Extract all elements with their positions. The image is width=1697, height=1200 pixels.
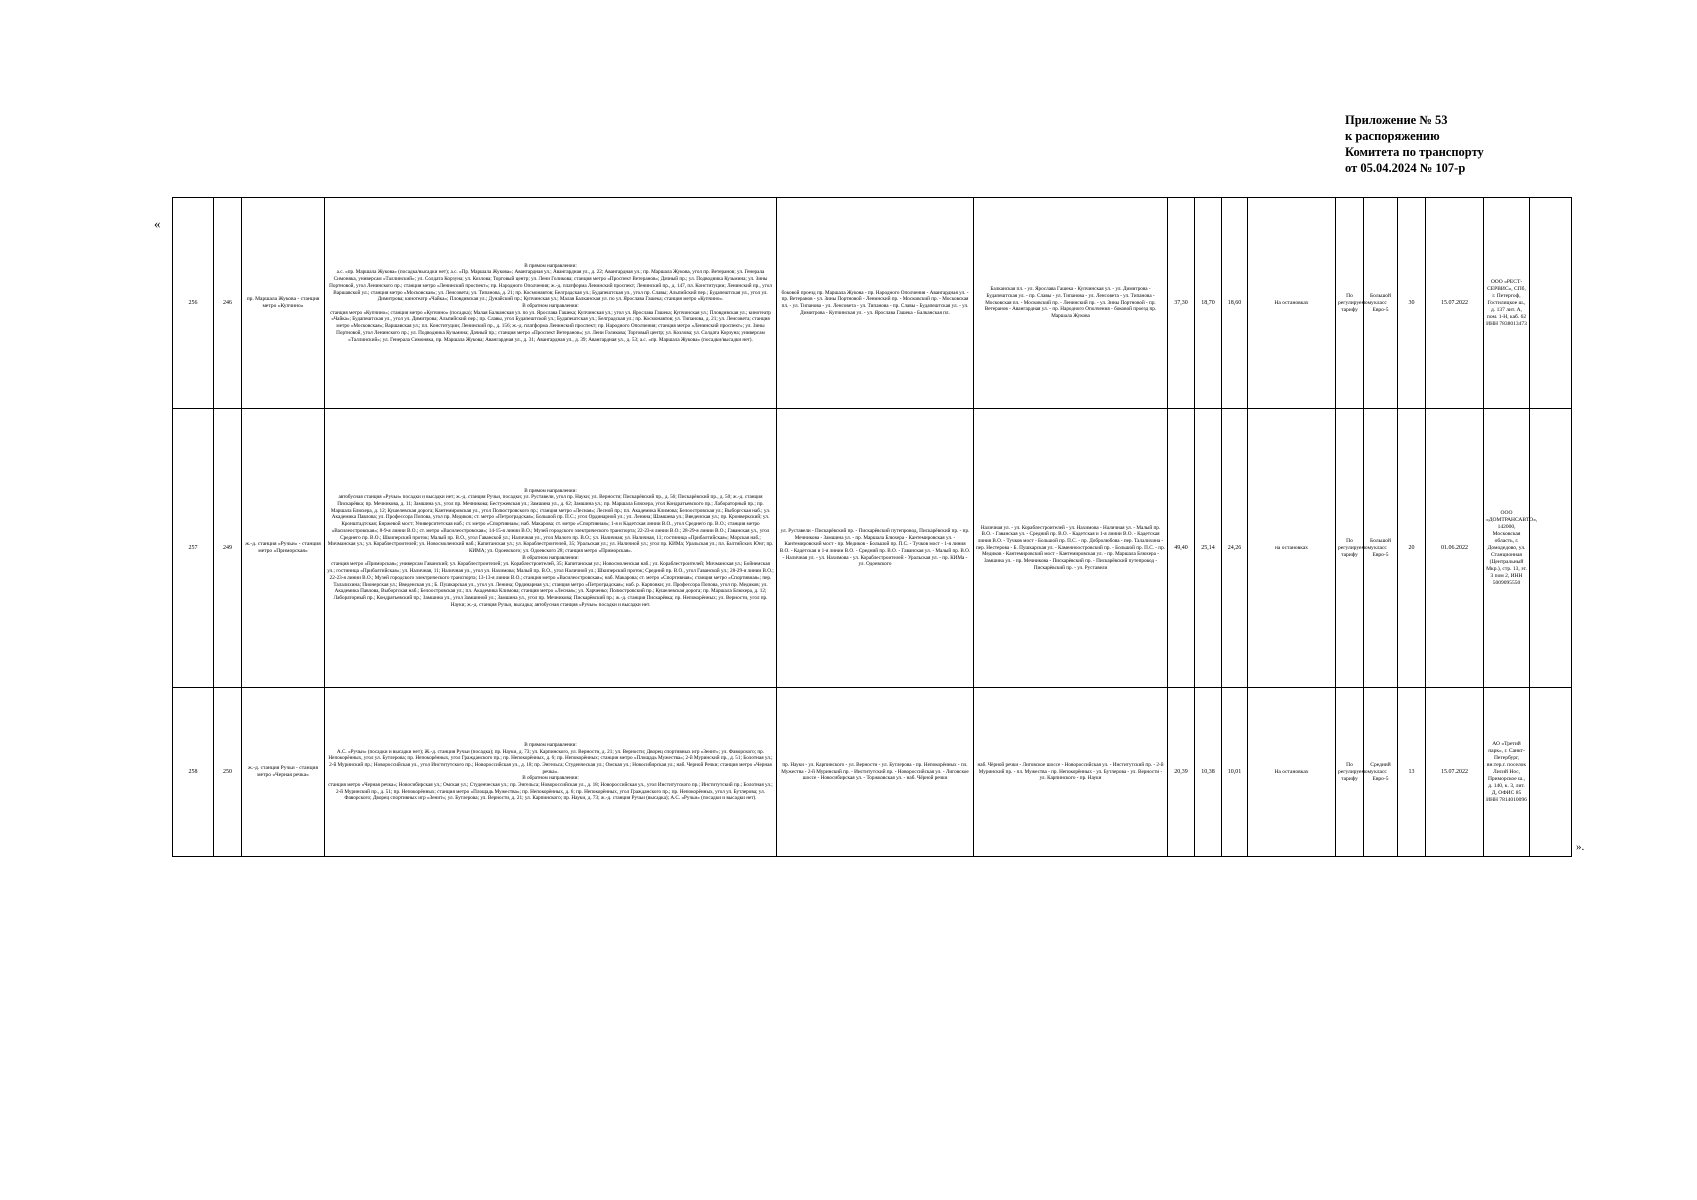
reg-number-cell: 258 (173, 688, 214, 857)
stops-order-cell: на остановках (1248, 409, 1336, 688)
length-backward-cell: 18,60 (1222, 198, 1248, 409)
appendix-header (1345, 112, 1605, 176)
route-name-cell: ж.-д. станция «Ручьи» - станция метро «Приморская» (242, 409, 325, 688)
vehicle-count-cell: 20 (1398, 409, 1426, 688)
route-name-cell: ж.-д. станция Ручьи - станция метро «Черная речка» (242, 688, 325, 857)
forward-stops-text: А.С. «Ручьи» (посадки и высадки нет); Ж.-д. станция Ручьи (посадка); пр. Науки, д. 73; ул. Карпинского, ул. Верности, д. 21; ул. Верности; Дворец спортивных игр «Зенит»; ул. Фаворского; пр. Непокорённых, угол ул. Бутлерова; пр. Непокорённых, угол Гражданского пр.; пр. Непокорённых, д. 6; пр. Непокорённых; станция метро «Площадь Мужества»; 2-й Муринский пр., д. 51; Болотная ул.; 2-й Муринский пр.; Новороссийская ул., угол Институтского пр.; Новороссийская ул., д. 18; пр. Энгельса; Студенческая ул.; Омская ул.; Новосибирская ул.; наб. Черной Речки; станция метро «Черная речка». (328, 748, 773, 775)
vehicle-class-cell: Большой класс Евро-5 (1364, 198, 1398, 409)
table-row (173, 409, 1572, 688)
length-total-cell: 49,40 (1168, 409, 1195, 688)
route-number-cell: 249 (214, 409, 242, 688)
route-name-cell: пр. Маршала Жукова - станция метро «Купчино» (242, 198, 325, 409)
streets-forward-cell: боковой проезд пр. Маршала Жукова - пр. Народного Ополчения - Авангардная ул. - пр. Ветеранов - ул. Зины Портновой - Ленинский пр. - Московский пр. - Московская пл. - ул. Типанова - ул. Ленсовета - ул. Типанова - пр. Славы - Будапештская ул. - ул. Димитрова - Купчинская ул. - ул. Ярослава Гашека - Балканская пл. (777, 198, 974, 409)
carrier-cell: ООО «РЕСТ-СЕРВИС», СПб, г. Петергоф, Гостилицкое ш., д. 137 лит. А, пом. 1-Н, каб. 62 ИНН 7838013473 (1484, 198, 1530, 409)
routes-table (172, 197, 1572, 857)
reg-number-cell: 256 (173, 198, 214, 409)
backward-stops-text: станция метро «Купчино»; станция метро «Купчино» (посадка); Малая Балканская ул. по ул. Ярослава Гашека; Купчинская ул.; угол ул. Ярослава Гашека; Купчинская ул.; Пловдивская ул.; кинотеатр «Чайка»; Будапештская ул., угол ул. Димитрова; Альпийский пер.; пр. Славы, угол Будапештской ул.; Будапештская ул.; Белградская ул.; пр. Космонавтов; ул. Типанова, д. 21; ул. Ленсовета; станция метро «Московская»; Варшавская ул.; пл. Конституции; Ленинский пр., д. 156; ж.-д. платформа Ленинский проспект; пр. Народного Ополчения; станция метро «Ленинский проспект»; ул. Зины Портновой, угол Ленинского пр.; ул. Подводника Кузьмина; Дачный пр.; станция метро «Проспект Ветеранов»; ул. Лени Голикова; Торговый центр; ул. Козлова; ул. Солдата Корзуна; универсам «Таллинский»; ул. Генерала Симоняка, пр. Маршала Жукова; Авангардная ул., д. 31; Авангардная ул., д. 39; Авангардная ул., д. 53; а.с. «пр. Маршала Жукова» (посадки/высадки нет). (330, 309, 771, 343)
backward-stops-text: станция метро «Приморская»; универсам Гаванский; ул. Кораблестроителей; ул. Кораблестроителей, 35; Капитанская ул.; Новосмоленская наб.; ул. Кораблестроителей; Мичманская ул.; Бойнемская ул.; гостиница «Прибалтийская»; ул. Наличная, 11; Наличная ул., угол ул. Нахимова; Малый пр. В.О., угол Наличной ул.; Шкиперский проток; Средний пр. В.О., угол Гаванской ул.; 28-29-я линии В.О.; 22-23-я линии В.О.; Музей городского электрического транспорта; 13-13-я линии В.О.; станция метро «Василеостровская»; наб. Макарова; ст. метро «Спортивная»; станция метро «Спортивная»; пер. Талалихина; Пионерская ул.; Введенская ул.; Б. Пушкарская ул., угол ул. Ленина; Ординарная ул.; станция метро «Петроградская»; наб. р. Карповки; ул. Профессора Попова, угол пр. Медиков; ул. Академика Павлова, Выборгская наб.; Белоостровская ул.; пл. Академика Климова; станция метро «Лесная»; ул. Харченко; Полюстровский пр.; Кушелевская дорога; пр. Маршала Блюхера, д. 12; Лабораторный пр.; Кондратьевский пр.; Замшина ул., угол Замшиной ул.; Замшина ул., угол пр. Мечникова; Пискарёвский пр.; ж.-д. станция Пискарёвка; пр. Непокорённых; ул. Верности, угол пр. Науки; ж.-д. станция Ручьи, высадка; автобусная станция «Ручьи» посадки и высадки нет. (327, 561, 774, 608)
stops-cell (325, 409, 777, 688)
length-backward-cell: 24,26 (1222, 409, 1248, 688)
reg-number-cell: 257 (173, 409, 214, 688)
appendix-title: Приложение № 53 (1345, 113, 1448, 127)
tariff-cell: По регулируемому тарифу (1336, 198, 1364, 409)
empty-cell (1530, 688, 1572, 857)
streets-backward-cell: Наличная ул. - ул. Кораблестроителей - ул. Нахимова - Наличная ул. - Малый пр. В.О. - Гаванская ул. - Средний пр. В.О. - Кадетская и 1-я линии В.О. - Кадетская линия В.О. - Тучков мост - Большой пр. П.С. - пр. Добролюбова - пер. Талалихина - пер. Нестерова - Б. Пушкарская ул. - Каменноостровский пр. - Большой пр. П.С. - пр. Медиков - Кантемировский мост - Кантемировская ул. - пр. Маршала Блюхера - Замшина ул. - пр. Мечникова - Пискарёвский пр. - Пискарёвский путепровод - Пискарёвский пр. - ул. Руставели (974, 409, 1168, 688)
forward-stops-text: а.с. «пр. Маршала Жукова» (посадка/высадки нет); а.с. «Пр. Маршала Жукова»; Авангардная ул.; Авангардная ул., д. 22; Авангардная ул.; пр. Маршала Жукова, угол пр. Ветеранов; ул. Генерала Симоняка, универсам «Таллинский»; ул. Солдата Корзуна; ул. Козлова; Торговый центр; ул. Лени Голикова; станция метро «Проспект Ветеранов»; Дачный пр.; ул. Подводника Кузьмина; ул. Зины Портновой, угол Ленинского пр.; станция метро «Ленинский проспект»; пр. Народного Ополчения; ж.-д. платформа Ленинский проспект; Ленинский пр., д. 147, пл. Конституции; Ленинский пр., угол Варшавской ул.; станция метро «Московская»; ул. Ленсовета; ул. Типанова, д. 21; пр. Космонавтов; Белградская ул.; Будапештская ул., угол пр. Славы; Альпийский пер.; Будапештская ул., угол ул. Димитрова; кинотеатр «Чайка»; Пловдивская ул.; Дунайский пр.; Купчинская ул.; Малая Балканская ул. по ул. Ярослава Гашека; станция метро «Купчино». (329, 269, 772, 303)
tariff-cell: По регулируемому тарифу (1336, 409, 1364, 688)
backward-direction-title: В обратном направлении: (522, 775, 579, 782)
length-total-cell: 20,39 (1168, 688, 1195, 857)
length-forward-cell: 10,38 (1195, 688, 1222, 857)
stops-order-cell: На остановках (1248, 688, 1336, 857)
tariff-cell: По регулируемому тарифу (1336, 688, 1364, 857)
stops-cell (325, 688, 777, 857)
carrier-cell: ООО «ДОМТРАНСАВТО», 142000, Московская область, г. Домодедово, ул. Станционная (Центральный Мкр.), стр. 13, эт. 3 пом 2, ИНН 5009095550 (1484, 409, 1530, 688)
empty-cell (1530, 198, 1572, 409)
carrier-cell: АО «Третий парк», г. Санкт-Петербург, вн.тер.г. поселок Лисий Нос, Приморское ш., д. 140, к. 3, лит. Д, ОФИС 85 ИНН 7814010096 (1484, 688, 1530, 857)
start-date-cell: 15.07.2022 (1426, 198, 1484, 409)
vehicle-class-cell: Большой класс Евро-5 (1364, 409, 1398, 688)
vehicle-count-cell: 13 (1398, 688, 1426, 857)
backward-direction-title: В обратном направлении: (522, 303, 579, 309)
appendix-date: от 05.04.2024 № 107-р (1345, 161, 1466, 175)
backward-stops-text: станция метро «Черная речка»; Новосибирская ул.; Омская ул.; Студенческая ул.; пр. Энгельса; Новороссийская ул., д. 18; Новороссийская ул., угол Институтского пр.; Институтский пр.; Болотная ул.; 2-й Муринский пр., д. 51; пр. Непокорённых; станция метро «Площадь Мужества»; пр. Непокорённых, д. 6; пр. Непокорённых, угол Гражданского пр.; пр. Непокорённых, угол ул. Бутлерова; ул. Фаворского; Дворец спортивных игр «Зенит»; ул. Бутлерова; ул. Верности, д. 21; ул. Карпинского; пр. Науки, д. 73; ж.-д. станция Ручьи (высадка); А.С. «Ручьи» (посадки и высадки нет). (328, 782, 773, 802)
length-forward-cell: 18,70 (1195, 198, 1222, 409)
appendix-ref: к распоряжению (1345, 129, 1440, 143)
start-date-cell: 01.06.2022 (1426, 409, 1484, 688)
streets-backward-cell: Балканская пл. - ул. Ярослава Гашека - Купчинская ул. - ул. Димитрова - Будапештская ул. - пр. Славы - ул. Типанова - ул. Ленсовета - ул. Типанова - Московская пл. - Московский пр. - Ленинский пр. - ул. Зины Портновой - пр. Ветеранов - Авангардная ул. - пр. Народного Ополчения - боковой проезд пр. Маршала Жукова (974, 198, 1168, 409)
closing-quote: ». (1576, 841, 1585, 853)
forward-direction-title: В прямом направлении: (524, 487, 577, 494)
length-backward-cell: 10,01 (1222, 688, 1248, 857)
start-date-cell: 15.07.2022 (1426, 688, 1484, 857)
route-number-cell: 246 (214, 198, 242, 409)
length-total-cell: 37,30 (1168, 198, 1195, 409)
vehicle-class-cell: Средний класс Евро-5 (1364, 688, 1398, 857)
route-number-cell: 250 (214, 688, 242, 857)
streets-forward-cell: ул. Руставели - Пискарёвский пр. - Пискарёвский путепровод, Пискарёвский пр. - пр. Мечникова - Замшина ул. - пр. Маршала Блюхера - Кантемировская ул. - Кантемировский мост - пр. Медиков - Большой пр. П.С. - Тучков мост - 1-я линия В.О. - Кадетская и 1-я линии В.О. - Средний пр. В.О. - Гаванская ул. - Малый пр. В.О. - Наличная ул. - ул. Нахимова - ул. Кораблестроителей - Уральская ул. - пр. КИМа - ул. Одоевского (777, 409, 974, 688)
backward-direction-title: В обратном направлении: (522, 554, 579, 561)
forward-direction-title: В прямом направлении: (524, 741, 577, 748)
streets-backward-cell: наб. Чёрной речки - Лиговское шоссе - Новороссийская ул. - Институтский пр. - 2-й Муринский пр. - пл. Мужества - пр. Непокорённых - ул. Бутлерова - ул. Верности - ул. Карпинского - пр. Науки (974, 688, 1168, 857)
empty-cell (1530, 409, 1572, 688)
opening-quote: « (154, 216, 161, 231)
vehicle-count-cell: 30 (1398, 198, 1426, 409)
forward-direction-title: В прямом направлении: (524, 262, 577, 269)
length-forward-cell: 25,14 (1195, 409, 1222, 688)
streets-forward-cell: пр. Науки - ул. Карпинского - ул. Верности - ул. Бутлерова - пр. Непокорённых - пл. Мужества - 2-й Муринский пр. - Институтский пр. - Новороссийская ул. - Лиговское шоссе - Новосибирская ул. - Торжковская ул. - наб. Чёрной речки (777, 688, 974, 857)
forward-stops-text: автобусная станция «Ручьи» посадки и высадки нет; ж.-д. станция Ручьи, посадки; ул. Руставели, угол пр. Науки; ул. Верности; Пискарёвский пр., д. 56; Пискарёвский пр., д. 50; ж.-д. станция Пискарёвка; пр. Мечникова, д. 11; Замшина ул., угол пр. Мечникова; Бестужевская ул.; Замшина ул., д. 62; Замшина ул.; пр. Маршала Блюхера, угол Кондратьевского пр.; Лабораторный пр.; пр. Маршала Блюхера, д. 12; Кушелевская дорога; Кантемировская ул., угол Полюстровского пр.; станция метро «Лесная»; Лесной пр.; пл. Академика Климова; Белоостровская ул.; Выборгская наб.; ул. Академика Павлова; ул. Профессора Попова, угол пр. Медиков; ст. метро «Петроградская»; Большой пр. П.С.; угол Ординарной ул.; ул. Ленина; Шамшева ул.; Введенская ул.; пр. Кронверкский; ул. Кронштадтская; Биржевой мост; Университетская наб.; ст. метро «Спортивная»; наб. Макарова; ст. метро «Спортивная»; 1-я и Кадетская линии В.О., угол Среднего пр. В.О.; станция метро «Василеостровская»; 8-9-я линии В.О.; ст. метро «Василеостровская»; 14-15-я линии В.О.; Музей городского электрического транспорта; 22-23-я линии В.О.; 28-29-я линии В.О.; Гаванская ул., угол Среднего пр. В.О.; Шкиперский проток; Малый пр. В.О., угол Гаванской ул.; Наличная ул., угол Малого пр. В.О.; ул. Наличная; ул. Наличная, 11; гостиница «Прибалтийская»; Морская наб.; Мичманская ул.; ул. Кораблестроителей; ул. Новосмоленский наб.; Капитанская ул.; ул. Кораблестроителей, 35; Уральская ул.; ул. Наличной ул.; угол пр. КИМа; Уральская ул.; пл. Балтийских Юнг; пр. КИМА; ул. Одоевского; ул. Одоевского 28; станция метро «Приморская». (327, 494, 774, 554)
stops-order-cell: На остановках (1248, 198, 1336, 409)
appendix-committee: Комитета по транспорту (1345, 145, 1484, 159)
table-row (173, 198, 1572, 409)
stops-cell (325, 198, 777, 409)
table-row (173, 688, 1572, 857)
